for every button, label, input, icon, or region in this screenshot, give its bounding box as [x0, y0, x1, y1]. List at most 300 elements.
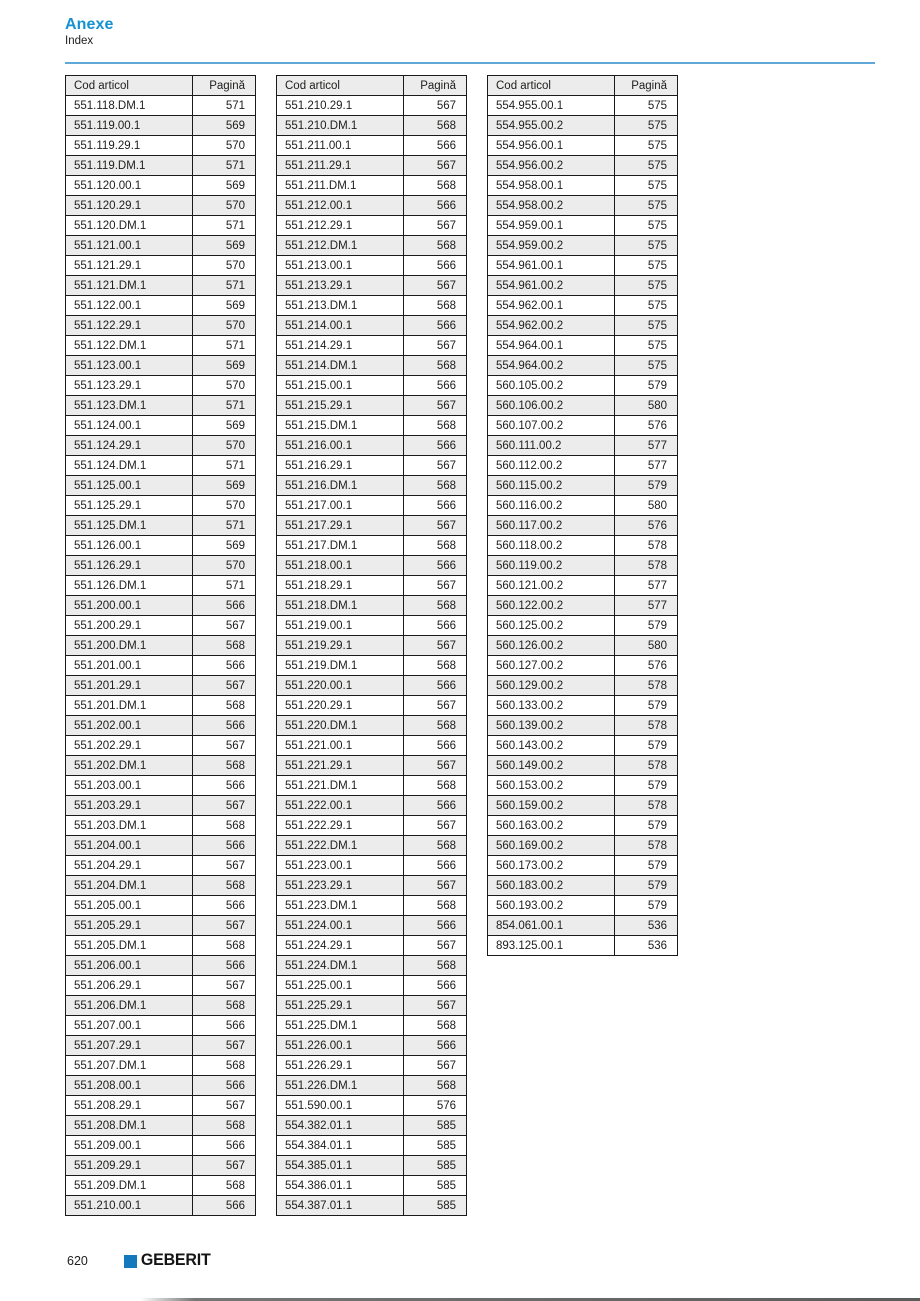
code-cell: 551.204.DM.1 [66, 876, 193, 896]
code-cell: 551.204.00.1 [66, 836, 193, 856]
column-header-code: Cod articol [277, 76, 404, 96]
page-cell: 568 [193, 1116, 256, 1136]
page-cell: 578 [615, 556, 678, 576]
page-cell: 567 [404, 516, 467, 536]
code-cell: 551.121.DM.1 [66, 276, 193, 296]
table-row [488, 396, 678, 416]
code-cell: 560.107.00.2 [488, 416, 615, 436]
table-row [488, 356, 678, 376]
code-cell: 551.120.DM.1 [66, 216, 193, 236]
table-row [488, 616, 678, 636]
code-cell: 551.200.29.1 [66, 616, 193, 636]
page-cell: 567 [193, 976, 256, 996]
page-cell: 566 [193, 1136, 256, 1156]
page-cell: 566 [404, 436, 467, 456]
code-cell: 551.225.DM.1 [277, 1016, 404, 1036]
page-cell: 580 [615, 636, 678, 656]
table-row [277, 1016, 467, 1036]
table-row [488, 816, 678, 836]
table-row [66, 536, 256, 556]
page-cell: 536 [615, 936, 678, 956]
table-row [488, 576, 678, 596]
page-cell: 571 [193, 576, 256, 596]
page-cell: 568 [404, 536, 467, 556]
page-cell: 579 [615, 776, 678, 796]
table-row [488, 416, 678, 436]
table-row [277, 976, 467, 996]
code-cell: 551.123.DM.1 [66, 396, 193, 416]
table-row [66, 956, 256, 976]
table-row [66, 116, 256, 136]
table-row [277, 176, 467, 196]
page-cell: 567 [193, 796, 256, 816]
page-cell: 568 [193, 1056, 256, 1076]
code-cell: 551.118.DM.1 [66, 96, 193, 116]
table-row [488, 216, 678, 236]
page-cell: 575 [615, 316, 678, 336]
code-cell: 551.226.DM.1 [277, 1076, 404, 1096]
page-cell: 568 [193, 876, 256, 896]
page-cell: 567 [193, 1036, 256, 1056]
code-cell: 560.133.00.2 [488, 696, 615, 716]
code-cell: 551.213.29.1 [277, 276, 404, 296]
code-cell: 551.222.DM.1 [277, 836, 404, 856]
code-cell: 551.200.00.1 [66, 596, 193, 616]
table-row [488, 696, 678, 716]
page-cell: 568 [404, 176, 467, 196]
table-row [277, 516, 467, 536]
index-tables-container [65, 75, 678, 1216]
table-row [277, 316, 467, 336]
page-cell: 571 [193, 216, 256, 236]
code-cell: 554.964.00.2 [488, 356, 615, 376]
logo-square-icon [124, 1255, 137, 1268]
table-row [66, 1076, 256, 1096]
table-row [277, 1176, 467, 1196]
code-cell: 551.219.00.1 [277, 616, 404, 636]
page-cell: 567 [193, 1096, 256, 1116]
table-row [488, 176, 678, 196]
code-cell: 551.200.DM.1 [66, 636, 193, 656]
page-cell: 569 [193, 236, 256, 256]
page-cell: 568 [404, 116, 467, 136]
code-cell: 560.193.00.2 [488, 896, 615, 916]
page-cell: 568 [404, 716, 467, 736]
page-cell: 568 [404, 296, 467, 316]
page-cell: 571 [193, 96, 256, 116]
code-cell: 551.217.00.1 [277, 496, 404, 516]
code-cell: 551.226.29.1 [277, 1056, 404, 1076]
table-row [488, 436, 678, 456]
code-cell: 554.386.01.1 [277, 1176, 404, 1196]
page-cell: 568 [193, 936, 256, 956]
code-cell: 554.955.00.2 [488, 116, 615, 136]
table-row [66, 596, 256, 616]
table-row [277, 1116, 467, 1136]
page-cell: 575 [615, 196, 678, 216]
code-cell: 551.224.DM.1 [277, 956, 404, 976]
table-row [277, 836, 467, 856]
index-table-2 [276, 75, 467, 1216]
code-cell: 560.105.00.2 [488, 376, 615, 396]
page-cell: 578 [615, 676, 678, 696]
table-row [66, 436, 256, 456]
table-header-row [277, 76, 467, 96]
page-cell: 566 [404, 736, 467, 756]
code-cell: 551.221.00.1 [277, 736, 404, 756]
page-cell: 569 [193, 536, 256, 556]
index-table-3 [487, 75, 678, 956]
page-cell: 567 [193, 616, 256, 636]
code-cell: 560.173.00.2 [488, 856, 615, 876]
code-cell: 551.222.00.1 [277, 796, 404, 816]
page-cell: 566 [404, 196, 467, 216]
table-row [277, 296, 467, 316]
code-cell: 551.219.DM.1 [277, 656, 404, 676]
code-cell: 551.206.29.1 [66, 976, 193, 996]
code-cell: 551.217.DM.1 [277, 536, 404, 556]
table-header-row [66, 76, 256, 96]
code-cell: 551.205.DM.1 [66, 936, 193, 956]
page-cell: 579 [615, 616, 678, 636]
page-cell: 566 [193, 896, 256, 916]
page-cell: 579 [615, 816, 678, 836]
table-row [277, 1056, 467, 1076]
table-row [277, 336, 467, 356]
page-cell: 578 [615, 756, 678, 776]
page-cell: 568 [404, 416, 467, 436]
table-row [488, 236, 678, 256]
code-cell: 560.118.00.2 [488, 536, 615, 556]
page-cell: 568 [404, 1016, 467, 1036]
code-cell: 551.214.00.1 [277, 316, 404, 336]
code-cell: 551.217.29.1 [277, 516, 404, 536]
table-row [66, 1196, 256, 1216]
page-cell: 566 [404, 376, 467, 396]
page-cell: 576 [404, 1096, 467, 1116]
code-cell: 551.221.DM.1 [277, 776, 404, 796]
page-cell: 536 [615, 916, 678, 936]
footer-page-number: 620 [67, 1254, 88, 1268]
page-cell: 575 [615, 216, 678, 236]
code-cell: 560.129.00.2 [488, 676, 615, 696]
table-row [488, 136, 678, 156]
page-cell: 567 [404, 876, 467, 896]
code-cell: 551.125.29.1 [66, 496, 193, 516]
page-cell: 566 [404, 976, 467, 996]
table-row [277, 496, 467, 516]
page-cell: 567 [404, 396, 467, 416]
table-row [277, 1036, 467, 1056]
page-cell: 567 [404, 696, 467, 716]
code-cell: 551.201.00.1 [66, 656, 193, 676]
page-cell: 567 [193, 676, 256, 696]
table-row [277, 536, 467, 556]
page-cell: 571 [193, 456, 256, 476]
code-cell: 551.218.00.1 [277, 556, 404, 576]
code-cell: 554.387.01.1 [277, 1196, 404, 1216]
page-cell: 566 [193, 956, 256, 976]
table-row [277, 1136, 467, 1156]
table-row [277, 776, 467, 796]
code-cell: 554.384.01.1 [277, 1136, 404, 1156]
page-cell: 567 [404, 456, 467, 476]
code-cell: 551.123.29.1 [66, 376, 193, 396]
page-cell: 579 [615, 856, 678, 876]
geberit-logo [124, 1252, 211, 1270]
page-cell: 575 [615, 276, 678, 296]
page-cell: 570 [193, 496, 256, 516]
page-cell: 567 [404, 816, 467, 836]
code-cell: 551.218.DM.1 [277, 596, 404, 616]
code-cell: 554.385.01.1 [277, 1156, 404, 1176]
code-cell: 554.956.00.2 [488, 156, 615, 176]
page-cell: 568 [193, 636, 256, 656]
table-row [277, 1076, 467, 1096]
code-cell: 551.205.29.1 [66, 916, 193, 936]
code-cell: 551.201.29.1 [66, 676, 193, 696]
page-cell: 566 [193, 656, 256, 676]
code-cell: 551.119.29.1 [66, 136, 193, 156]
code-cell: 554.964.00.1 [488, 336, 615, 356]
page-cell: 568 [193, 816, 256, 836]
page-cell: 578 [615, 716, 678, 736]
code-cell: 551.220.00.1 [277, 676, 404, 696]
table-row [66, 716, 256, 736]
code-cell: 560.127.00.2 [488, 656, 615, 676]
page-cell: 568 [404, 896, 467, 916]
page-subtitle: Index [65, 35, 94, 47]
page-cell: 579 [615, 896, 678, 916]
table-row [66, 896, 256, 916]
code-cell: 551.120.00.1 [66, 176, 193, 196]
code-cell: 554.956.00.1 [488, 136, 615, 156]
table-row [66, 276, 256, 296]
table-row [66, 296, 256, 316]
table-row [277, 1096, 467, 1116]
code-cell: 560.149.00.2 [488, 756, 615, 776]
code-cell: 551.590.00.1 [277, 1096, 404, 1116]
table-row [277, 196, 467, 216]
column-header-code: Cod articol [66, 76, 193, 96]
table-row [66, 1136, 256, 1156]
page-cell: 569 [193, 416, 256, 436]
code-cell: 551.125.00.1 [66, 476, 193, 496]
page-cell: 579 [615, 696, 678, 716]
table-row [488, 256, 678, 276]
page-cell: 567 [404, 96, 467, 116]
page-cell: 575 [615, 296, 678, 316]
table-row [66, 836, 256, 856]
page-cell: 567 [404, 156, 467, 176]
page-cell: 567 [404, 996, 467, 1016]
table-row [488, 916, 678, 936]
code-cell: 560.115.00.2 [488, 476, 615, 496]
table-row [277, 816, 467, 836]
code-cell: 560.125.00.2 [488, 616, 615, 636]
table-row [488, 276, 678, 296]
table-row [277, 916, 467, 936]
table-row [277, 116, 467, 136]
code-cell: 551.210.00.1 [66, 1196, 193, 1216]
code-cell: 551.218.29.1 [277, 576, 404, 596]
code-cell: 551.124.29.1 [66, 436, 193, 456]
table-row [277, 856, 467, 876]
code-cell: 551.202.00.1 [66, 716, 193, 736]
page-cell: 567 [404, 576, 467, 596]
code-cell: 551.215.DM.1 [277, 416, 404, 436]
table-row [277, 456, 467, 476]
table-row [66, 96, 256, 116]
code-cell: 560.117.00.2 [488, 516, 615, 536]
table-row [66, 476, 256, 496]
table-row [488, 336, 678, 356]
code-cell: 554.382.01.1 [277, 1116, 404, 1136]
table-row [277, 616, 467, 636]
page-cell: 571 [193, 336, 256, 356]
table-row [277, 716, 467, 736]
page-cell: 567 [404, 1056, 467, 1076]
code-cell: 551.223.29.1 [277, 876, 404, 896]
table-row [488, 156, 678, 176]
table-row [488, 116, 678, 136]
table-row [66, 1096, 256, 1116]
code-cell: 551.121.29.1 [66, 256, 193, 276]
table-row [66, 1176, 256, 1196]
table-row [277, 476, 467, 496]
code-cell: 551.124.DM.1 [66, 456, 193, 476]
page-cell: 570 [193, 256, 256, 276]
page-cell: 571 [193, 156, 256, 176]
page-cell: 569 [193, 296, 256, 316]
code-cell: 554.955.00.1 [488, 96, 615, 116]
page-cell: 567 [404, 336, 467, 356]
code-cell: 551.125.DM.1 [66, 516, 193, 536]
table-row [277, 896, 467, 916]
code-cell: 551.119.00.1 [66, 116, 193, 136]
code-cell: 560.122.00.2 [488, 596, 615, 616]
table-row [66, 1116, 256, 1136]
table-row [488, 756, 678, 776]
page-cell: 577 [615, 456, 678, 476]
page-cell: 579 [615, 476, 678, 496]
page-cell: 567 [404, 216, 467, 236]
code-cell: 551.119.DM.1 [66, 156, 193, 176]
code-cell: 551.207.00.1 [66, 1016, 193, 1036]
page-cell: 566 [404, 796, 467, 816]
page-cell: 585 [404, 1116, 467, 1136]
code-cell: 554.958.00.2 [488, 196, 615, 216]
page-cell: 566 [404, 916, 467, 936]
page-cell: 566 [193, 1016, 256, 1036]
table-row [277, 416, 467, 436]
page-cell: 580 [615, 396, 678, 416]
page-cell: 570 [193, 556, 256, 576]
code-cell: 551.211.00.1 [277, 136, 404, 156]
code-cell: 554.959.00.1 [488, 216, 615, 236]
page-cell: 575 [615, 96, 678, 116]
code-cell: 560.106.00.2 [488, 396, 615, 416]
code-cell: 560.111.00.2 [488, 436, 615, 456]
table-row [277, 796, 467, 816]
table-row [277, 256, 467, 276]
page-cell: 571 [193, 396, 256, 416]
code-cell: 551.224.29.1 [277, 936, 404, 956]
page-cell: 566 [404, 316, 467, 336]
code-cell: 554.961.00.2 [488, 276, 615, 296]
table-row [66, 316, 256, 336]
code-cell: 551.124.00.1 [66, 416, 193, 436]
table-row [66, 656, 256, 676]
table-row [488, 876, 678, 896]
table-row [277, 1196, 467, 1216]
page-cell: 568 [404, 596, 467, 616]
table-row [277, 216, 467, 236]
table-row [277, 656, 467, 676]
page-cell: 575 [615, 156, 678, 176]
table-row [277, 236, 467, 256]
code-cell: 551.224.00.1 [277, 916, 404, 936]
page-cell: 568 [193, 756, 256, 776]
table-row [66, 856, 256, 876]
table-row [66, 1056, 256, 1076]
table-row [66, 196, 256, 216]
table-row [66, 776, 256, 796]
table-row [66, 516, 256, 536]
page-cell: 566 [404, 1036, 467, 1056]
code-cell: 551.208.29.1 [66, 1096, 193, 1116]
table-row [277, 996, 467, 1016]
table-row [277, 576, 467, 596]
table-row [488, 296, 678, 316]
table-row [277, 156, 467, 176]
page-cell: 570 [193, 436, 256, 456]
table-row [66, 636, 256, 656]
code-cell: 551.201.DM.1 [66, 696, 193, 716]
code-cell: 560.163.00.2 [488, 816, 615, 836]
table-row [488, 476, 678, 496]
code-cell: 551.203.00.1 [66, 776, 193, 796]
code-cell: 551.203.29.1 [66, 796, 193, 816]
page-cell: 568 [404, 1076, 467, 1096]
code-cell: 551.206.DM.1 [66, 996, 193, 1016]
table-row [66, 696, 256, 716]
code-cell: 551.216.29.1 [277, 456, 404, 476]
page-cell: 570 [193, 376, 256, 396]
page-cell: 567 [404, 756, 467, 776]
table-row [277, 876, 467, 896]
page-cell: 580 [615, 496, 678, 516]
table-row [277, 696, 467, 716]
page-cell: 575 [615, 356, 678, 376]
table-row [66, 236, 256, 256]
page-cell: 566 [193, 1076, 256, 1096]
code-cell: 560.169.00.2 [488, 836, 615, 856]
code-cell: 551.205.00.1 [66, 896, 193, 916]
code-cell: 560.153.00.2 [488, 776, 615, 796]
column-header-page: Pagină [615, 76, 678, 96]
code-cell: 551.219.29.1 [277, 636, 404, 656]
table-row [66, 136, 256, 156]
table-row [66, 816, 256, 836]
code-cell: 551.223.DM.1 [277, 896, 404, 916]
page-cell: 569 [193, 176, 256, 196]
code-cell: 551.208.DM.1 [66, 1116, 193, 1136]
code-cell: 551.207.29.1 [66, 1036, 193, 1056]
table-row [488, 516, 678, 536]
table-row [488, 456, 678, 476]
table-row [66, 556, 256, 576]
